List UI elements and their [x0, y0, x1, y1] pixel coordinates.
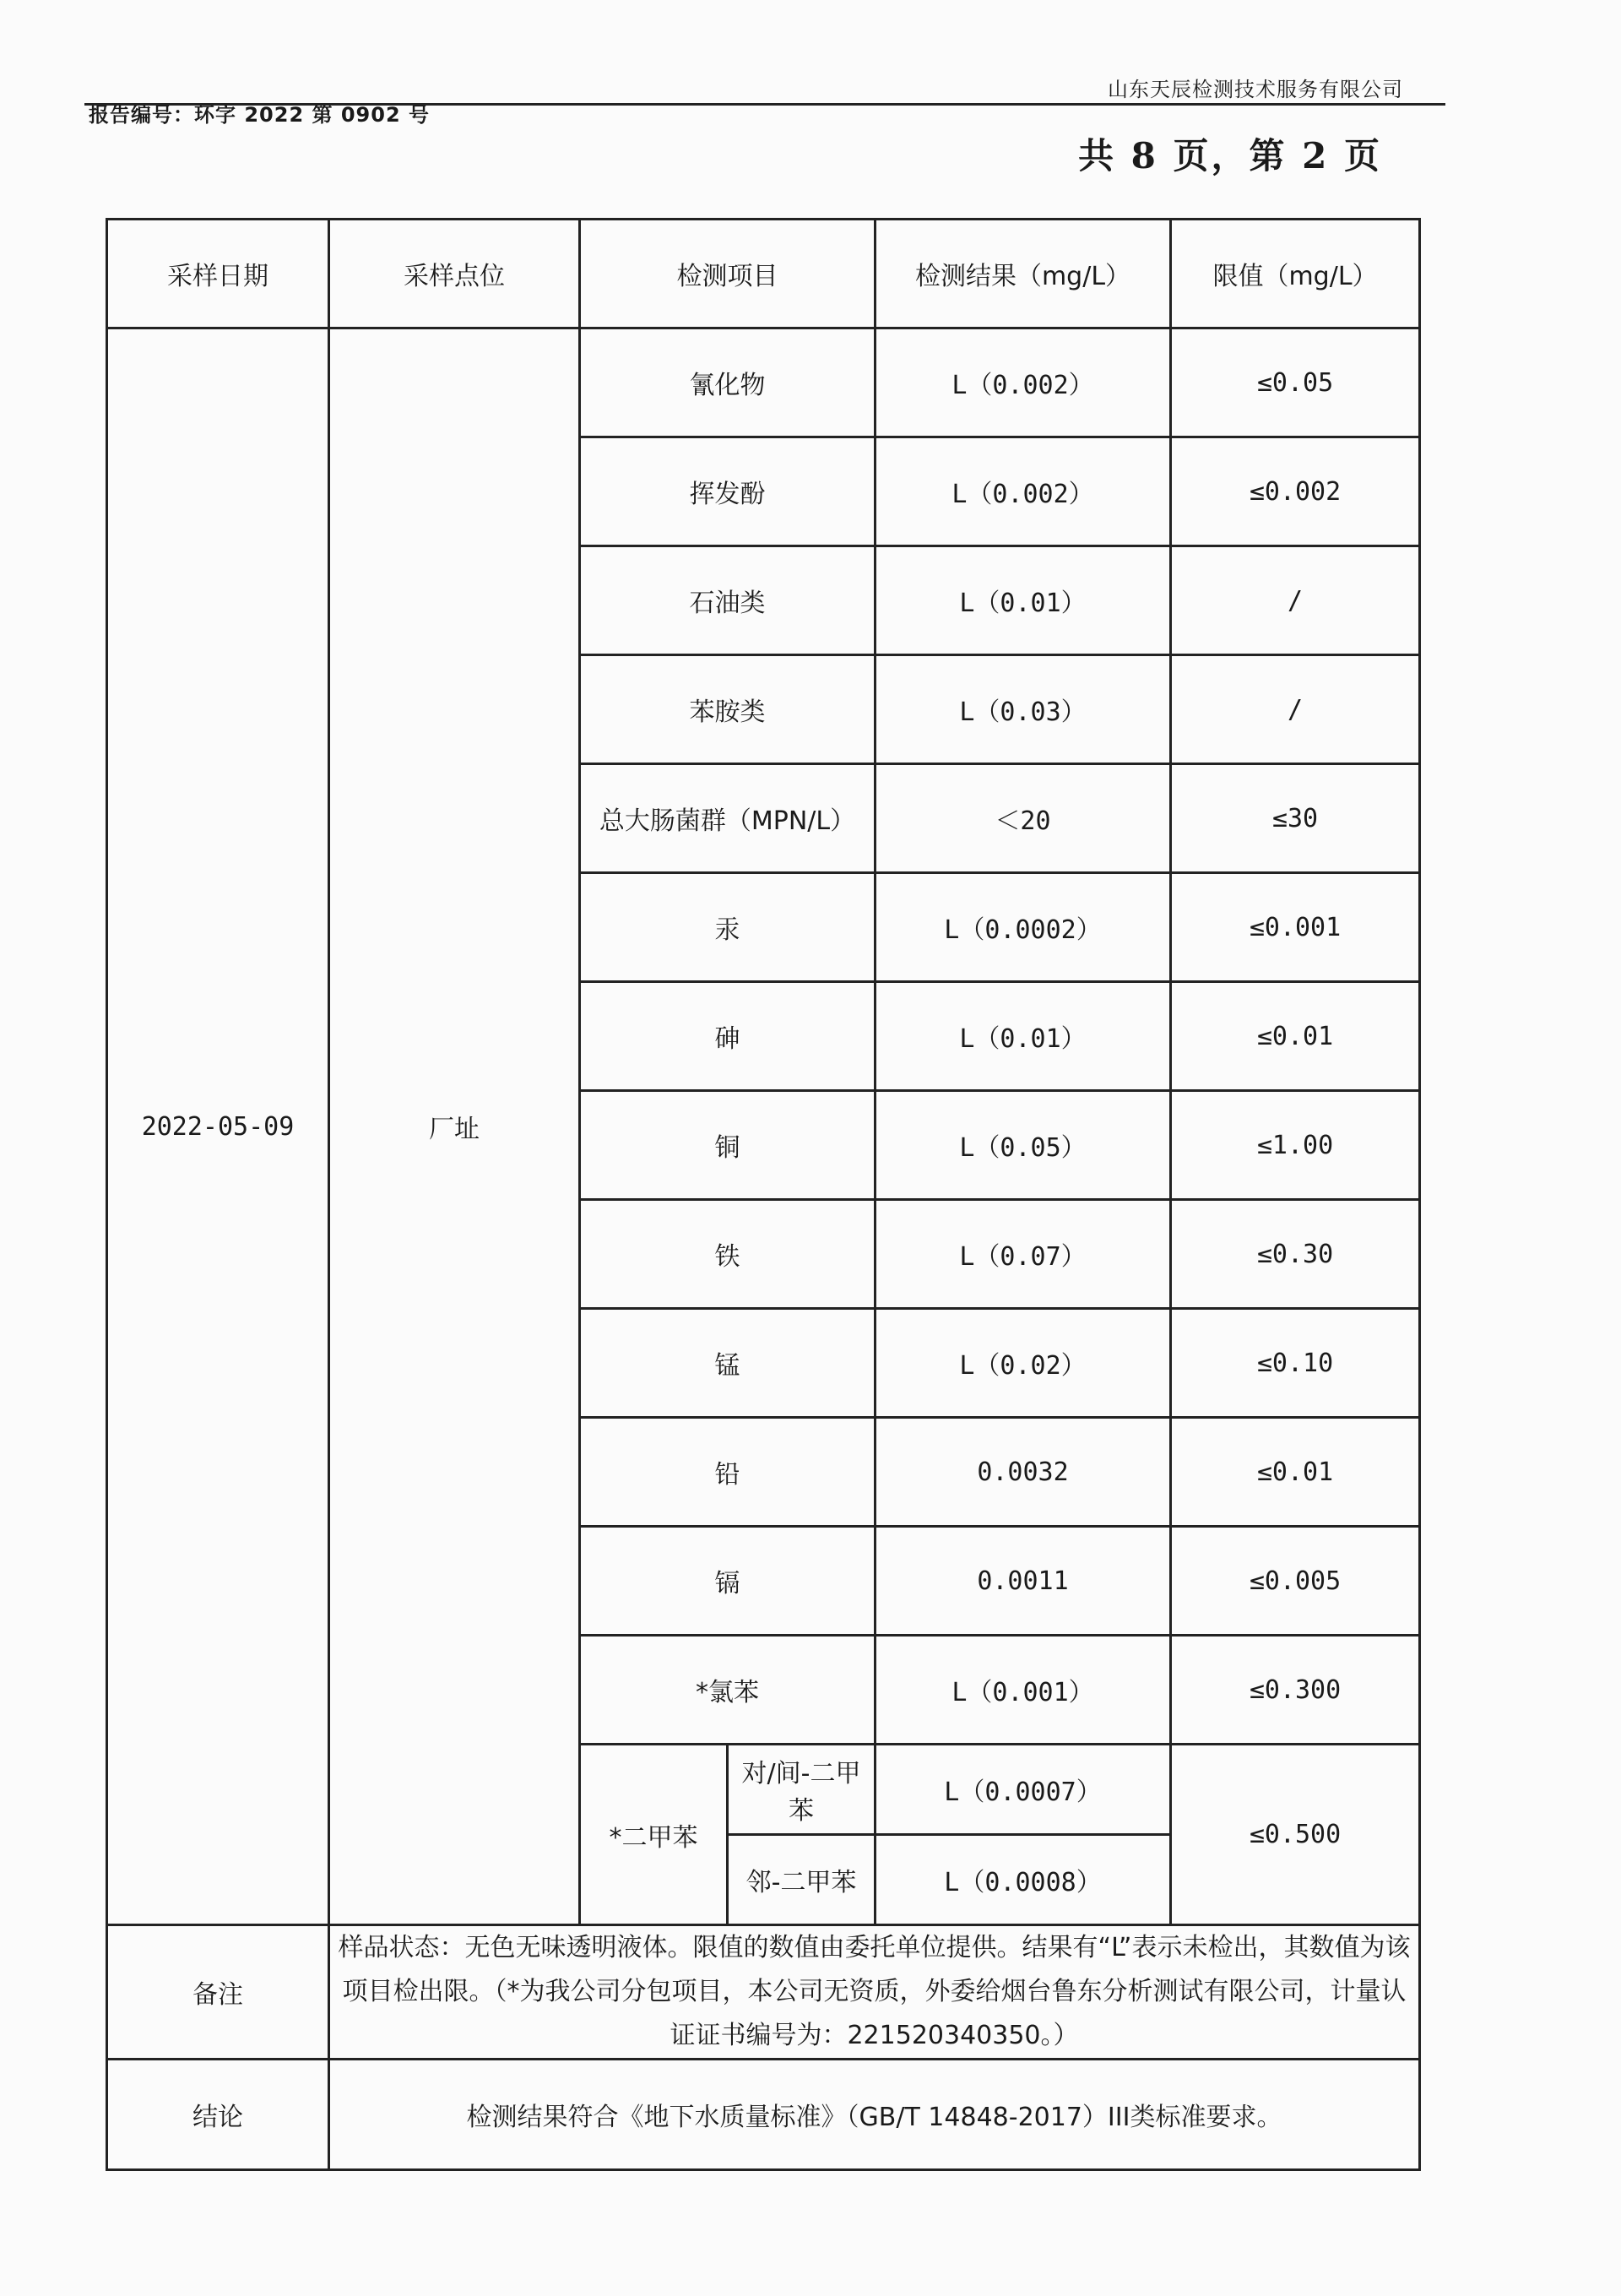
table-header-row	[107, 220, 1420, 328]
limit-cell: ≤0.005	[1171, 1527, 1420, 1636]
header-sampling-date: 采样日期	[107, 220, 329, 328]
result-cell: 0.0011	[876, 1527, 1171, 1636]
limit-cell: /	[1171, 546, 1420, 655]
result-cell: L（0.01）	[876, 546, 1171, 655]
xylene-item-cell: *二甲苯	[580, 1745, 728, 1925]
item-cell: 总大肠菌群（MPN/L）	[580, 764, 876, 873]
limit-cell: ≤0.002	[1171, 437, 1420, 546]
conclusion-label: 结论	[107, 2060, 329, 2170]
result-cell: L（0.0002）	[876, 873, 1171, 982]
header-result: 检测结果（mg/L）	[876, 220, 1171, 328]
company-name: 山东天辰检测技术服务有限公司	[1108, 78, 1403, 101]
item-cell: *氯苯	[580, 1636, 876, 1745]
xylene-sub-item-cell: 对/间-二甲苯	[728, 1745, 876, 1835]
limit-cell: ≤0.05	[1171, 328, 1420, 437]
header-divider	[84, 103, 1445, 106]
item-cell: 镉	[580, 1527, 876, 1636]
test-results-table	[106, 218, 1421, 2171]
notes-text: 样品状态：无色无味透明液体。限值的数值由委托单位提供。结果有“L”表示未检出，其数值为该项目检出限。（*为我公司分包项目，本公司无资质，外委给烟台鲁东分析测试有限公司，计量认证证书编号为：221520340350。）	[329, 1925, 1420, 2060]
header-limit: 限值（mg/L）	[1171, 220, 1420, 328]
item-cell: 挥发酚	[580, 437, 876, 546]
conclusion-row	[107, 2060, 1420, 2170]
table-row	[107, 328, 1420, 437]
item-cell: 氰化物	[580, 328, 876, 437]
limit-cell: ≤30	[1171, 764, 1420, 873]
report-number: 报告编号：环字 2022 第 0902 号	[89, 103, 431, 127]
page-count: 共 8 页，第 2 页	[1078, 135, 1382, 176]
result-cell: L（0.0008）	[876, 1835, 1171, 1925]
item-cell: 砷	[580, 982, 876, 1091]
limit-cell: ≤0.01	[1171, 1418, 1420, 1527]
item-cell: 汞	[580, 873, 876, 982]
result-cell: L（0.001）	[876, 1636, 1171, 1745]
limit-cell: ≤0.001	[1171, 873, 1420, 982]
sampling-site-cell: 厂址	[329, 328, 580, 1925]
result-cell: L（0.03）	[876, 655, 1171, 764]
result-cell: L（0.0007）	[876, 1745, 1171, 1835]
result-cell: L（0.002）	[876, 437, 1171, 546]
limit-cell: ≤0.30	[1171, 1200, 1420, 1309]
result-cell: 0.0032	[876, 1418, 1171, 1527]
item-cell: 铁	[580, 1200, 876, 1309]
result-cell: L（0.002）	[876, 328, 1171, 437]
xylene-sub-item-cell: 邻-二甲苯	[728, 1835, 876, 1925]
xylene-limit-cell: ≤0.500	[1171, 1745, 1420, 1925]
result-cell: L（0.02）	[876, 1309, 1171, 1418]
item-cell: 铜	[580, 1091, 876, 1200]
result-cell: L（0.05）	[876, 1091, 1171, 1200]
limit-cell: ≤0.300	[1171, 1636, 1420, 1745]
result-cell: L（0.07）	[876, 1200, 1171, 1309]
header-test-item: 检测项目	[580, 220, 876, 328]
limit-cell: /	[1171, 655, 1420, 764]
sampling-date-cell: 2022-05-09	[107, 328, 329, 1925]
result-cell: ＜20	[876, 764, 1171, 873]
limit-cell: ≤1.00	[1171, 1091, 1420, 1200]
header-sampling-site: 采样点位	[329, 220, 580, 328]
item-cell: 锰	[580, 1309, 876, 1418]
item-cell: 铅	[580, 1418, 876, 1527]
item-cell: 苯胺类	[580, 655, 876, 764]
item-cell: 石油类	[580, 546, 876, 655]
limit-cell: ≤0.01	[1171, 982, 1420, 1091]
conclusion-text: 检测结果符合《地下水质量标准》（GB/T 14848-2017）III类标准要求。	[329, 2060, 1420, 2170]
notes-label: 备注	[107, 1925, 329, 2060]
result-cell: L（0.01）	[876, 982, 1171, 1091]
limit-cell: ≤0.10	[1171, 1309, 1420, 1418]
notes-row	[107, 1925, 1420, 2060]
